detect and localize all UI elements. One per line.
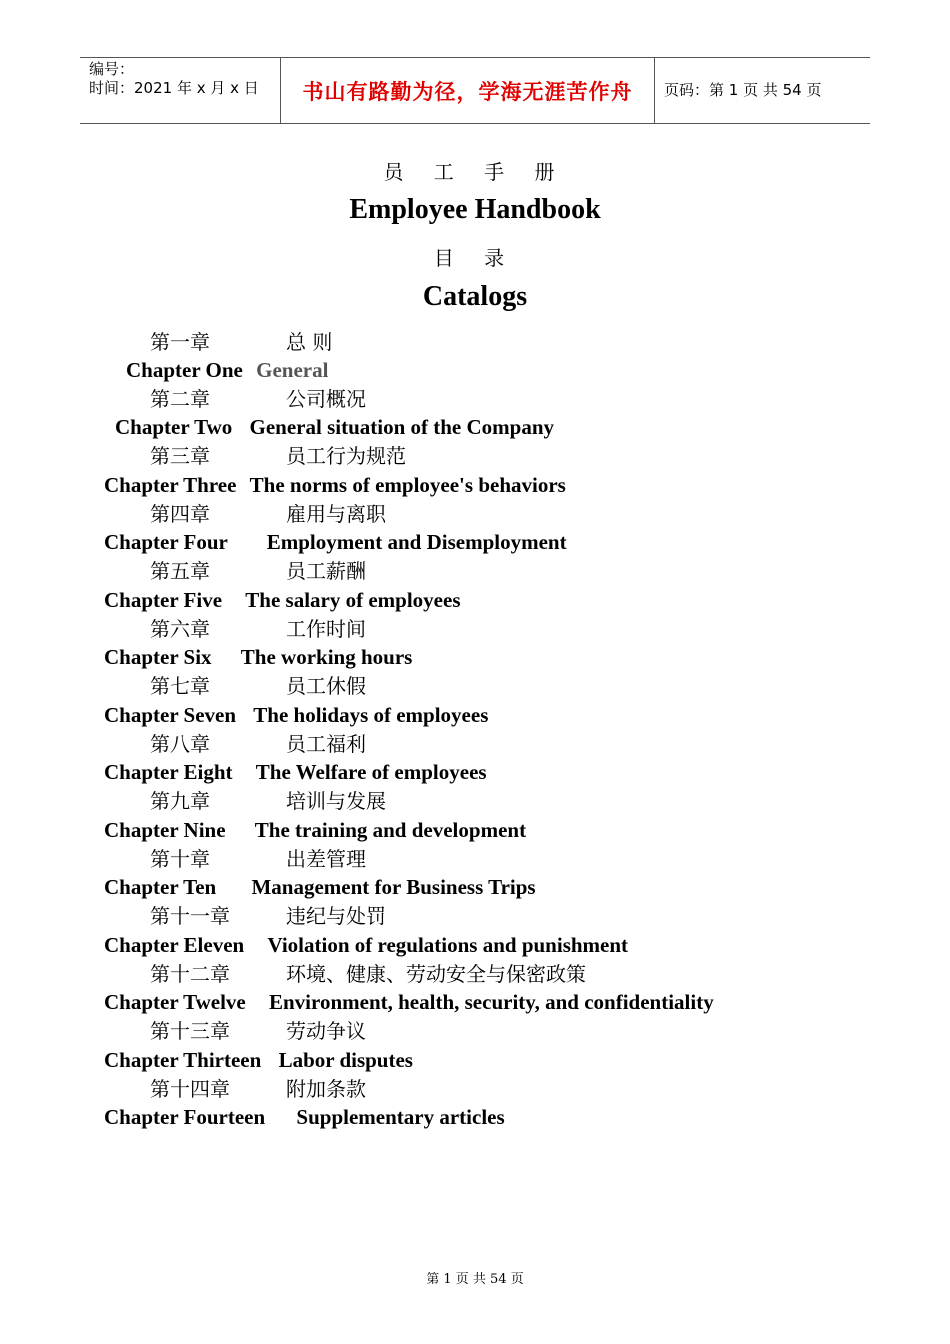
chapter-number-en: Chapter One — [126, 358, 243, 382]
chapter-number-cn: 第八章 — [150, 732, 210, 756]
toc-item-en[interactable] — [104, 586, 461, 614]
chapter-number-en: Chapter Fourteen — [104, 1105, 266, 1129]
toc-item-en[interactable] — [104, 643, 412, 671]
chapter-title-cn: 员工福利 — [286, 732, 366, 756]
chapter-title-cn: 违纪与处罚 — [286, 904, 386, 928]
chapter-number-cn: 第四章 — [150, 502, 210, 526]
toc-item-en[interactable] — [104, 758, 487, 786]
toc-item-en[interactable] — [115, 413, 554, 441]
chapter-number-en: Chapter Eleven — [104, 933, 245, 957]
header-motto: 书山有路勤为径，学海无涯苦作舟 — [302, 79, 633, 104]
header-motto-cell — [281, 58, 655, 123]
toc-item-en[interactable] — [104, 471, 566, 499]
toc-item-cn[interactable] — [150, 328, 333, 356]
chapter-title-cn: 培训与发展 — [286, 789, 386, 813]
chapter-number-cn: 第九章 — [150, 789, 210, 813]
catalog-title-en: Catalogs — [422, 281, 528, 312]
page-footer: 第 1 页 共 54 页 — [426, 1272, 524, 1287]
chapter-title-cn: 员工薪酬 — [286, 559, 366, 583]
chapter-number-cn: 第五章 — [150, 559, 210, 583]
chapter-title-en: General situation of the Company — [249, 415, 555, 439]
chapter-number-en: Chapter Three — [104, 473, 237, 497]
chapter-title-en: General — [256, 358, 329, 382]
chapter-number-en: Chapter Two — [115, 415, 233, 439]
chapter-title-en: Violation of regulations and punishment — [267, 933, 629, 957]
toc-item-en[interactable] — [104, 1046, 413, 1074]
toc-item-en[interactable] — [104, 701, 488, 729]
toc-item-cn[interactable] — [150, 500, 386, 528]
toc-item-cn[interactable] — [150, 385, 366, 413]
chapter-title-cn: 总 则 — [286, 330, 333, 354]
toc-item-en[interactable] — [104, 988, 714, 1016]
toc-item-cn[interactable] — [150, 557, 366, 585]
chapter-number-cn: 第七章 — [150, 674, 210, 698]
chapter-title-cn: 公司概况 — [286, 387, 366, 411]
chapter-number-cn: 第十三章 — [150, 1019, 230, 1043]
chapter-title-cn: 环境、健康、劳动安全与保密政策 — [286, 962, 586, 986]
header-left-cell — [80, 58, 281, 123]
chapter-number-en: Chapter Six — [104, 645, 212, 669]
chapter-title-cn: 员工行为规范 — [286, 444, 406, 468]
document-number-label: 编号： — [89, 60, 135, 78]
chapter-number-en: Chapter Five — [104, 588, 223, 612]
chapter-title-en: The training and development — [254, 818, 527, 842]
document-date-label: 时间：2021 年 x 月 x 日 — [89, 79, 259, 97]
toc-item-en[interactable] — [104, 931, 628, 959]
chapter-number-cn: 第十一章 — [150, 904, 230, 928]
chapter-number-en: Chapter Nine — [104, 818, 226, 842]
chapter-number-en: Chapter Eight — [104, 760, 233, 784]
chapter-number-en: Chapter Twelve — [104, 990, 246, 1014]
toc-item-cn[interactable] — [150, 1075, 366, 1103]
toc-item-cn[interactable] — [150, 442, 406, 470]
chapter-number-cn: 第一章 — [150, 330, 210, 354]
toc-item-cn[interactable] — [150, 845, 366, 873]
header-right-cell — [655, 58, 870, 123]
chapter-title-en: Environment, health, security, and confidentiality — [269, 990, 714, 1014]
chapter-number-en: Chapter Four — [104, 530, 228, 554]
chapter-title-en: The salary of employees — [245, 588, 461, 612]
chapter-title-cn: 劳动争议 — [286, 1019, 366, 1043]
toc-item-cn[interactable] — [150, 902, 386, 930]
toc-item-cn[interactable] — [150, 960, 586, 988]
chapter-number-cn: 第十章 — [150, 847, 210, 871]
chapter-title-en: The Welfare of employees — [255, 760, 487, 784]
chapter-number-en: Chapter Seven — [104, 703, 237, 727]
chapter-number-cn: 第三章 — [150, 444, 210, 468]
chapter-title-cn: 工作时间 — [286, 617, 366, 641]
toc-item-cn[interactable] — [150, 672, 366, 700]
toc-item-cn[interactable] — [150, 787, 386, 815]
chapter-number-en: Chapter Thirteen — [104, 1048, 262, 1072]
handbook-title-cn: 员 工 手 册 — [383, 160, 567, 184]
chapter-title-en: Employment and Disemployment — [266, 530, 567, 554]
chapter-title-en: The holidays of employees — [253, 703, 489, 727]
chapter-title-cn: 附加条款 — [286, 1077, 366, 1101]
toc-item-en[interactable] — [126, 356, 328, 384]
chapter-title-en: Labor disputes — [278, 1048, 413, 1072]
chapter-number-cn: 第二章 — [150, 387, 210, 411]
chapter-title-en: Management for Business Trips — [251, 875, 536, 899]
toc-item-en[interactable] — [104, 528, 567, 556]
toc-item-cn[interactable] — [150, 615, 366, 643]
toc-item-en[interactable] — [104, 816, 526, 844]
chapter-title-cn: 员工休假 — [286, 674, 366, 698]
catalog-title-cn: 目 录 — [433, 246, 517, 270]
header-page-info: 页码：第 1 页 共 54 页 — [664, 81, 822, 99]
toc-item-en[interactable] — [104, 873, 536, 901]
chapter-number-cn: 第十二章 — [150, 962, 230, 986]
chapter-number-cn: 第六章 — [150, 617, 210, 641]
chapter-number-en: Chapter Ten — [104, 875, 217, 899]
chapter-title-cn: 雇用与离职 — [286, 502, 386, 526]
chapter-title-en: The norms of employee's behaviors — [249, 473, 566, 497]
toc-item-cn[interactable] — [150, 1017, 366, 1045]
toc-item-cn[interactable] — [150, 730, 366, 758]
chapter-title-cn: 出差管理 — [286, 847, 366, 871]
handbook-title-en: Employee Handbook — [349, 194, 601, 225]
chapter-number-cn: 第十四章 — [150, 1077, 230, 1101]
chapter-title-en: The working hours — [240, 645, 413, 669]
document-header — [80, 57, 870, 124]
toc-item-en[interactable] — [104, 1103, 505, 1131]
chapter-title-en: Supplementary articles — [296, 1105, 505, 1129]
